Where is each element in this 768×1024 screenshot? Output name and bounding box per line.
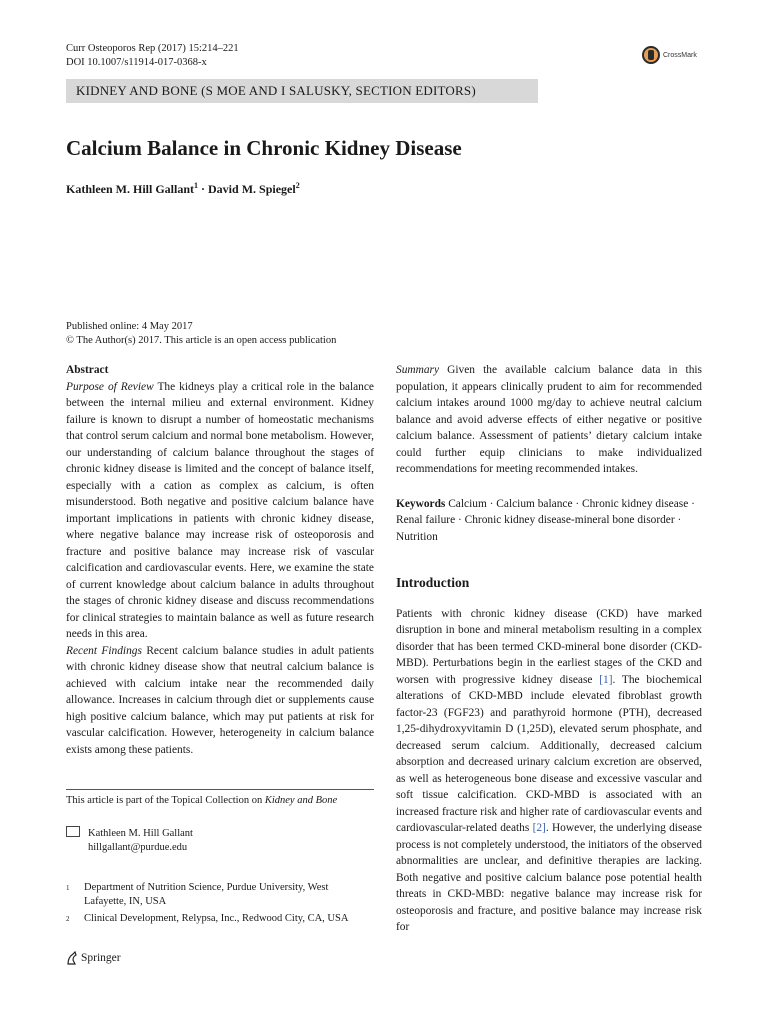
crossmark-badge[interactable] [642, 44, 706, 66]
correspondence-email[interactable]: hillgallant@purdue.edu [88, 842, 188, 853]
section-title: KIDNEY AND BONE (S MOE AND I SALUSKY, SECTION EDITORS) [76, 83, 476, 98]
abstract-purpose [66, 379, 374, 643]
keywords [396, 496, 702, 546]
footnote-divider [66, 789, 374, 790]
purpose-text: The kidneys play a critical role in the balance between the internal milieu and external environment. Kidney failure is known to disrupt a number of homeostatic mechanisms that control serum calcium and normal bone metabolism. However, our understanding of calcium balance throughout the stages of chronic kidney disease is limited and the concept of balance itself, especially with a cation as complex as calcium, is often misunderstood. Both negative and positive calcium balance have important implications in patients with chronic kidney disease, where negative balance may increase risk of osteoporosis and fracture and positive balance may increase risk of vascular calcification and cardiovascular events. Here, we examine the state of current knowledge about calcium balance in adults throughout the stages of chronic kidney disease and discuss recommendations for clinical strategies to maintain balance as well as future research needs in this area. [66, 380, 374, 640]
abstract-findings [66, 643, 374, 759]
author-2-affil: 2 [295, 181, 300, 190]
affiliation-2 [66, 912, 348, 926]
crossmark-label: CrossMark [663, 51, 697, 59]
copyright-notice: © The Author(s) 2017. This article is an open access publication [66, 335, 337, 346]
findings-text: Recent calcium balance studies in adult patients with chronic kidney disease show that neutral calcium balance is achieved with calcium intake near the recommended daily allowance. Increases in calcium through diet or supplements cause high positive calcium balance, which may put patients at risk for vascular calcification. However, heterogeneity in calcium balance exists among these patients. [66, 644, 374, 756]
introduction-paragraph [396, 606, 702, 936]
publication-info [66, 320, 336, 348]
right-column [396, 362, 702, 936]
doi[interactable]: DOI 10.1007/s11914-017-0368-x [66, 57, 207, 68]
author-list [66, 181, 300, 197]
publisher-logo [66, 951, 121, 965]
affiliation-1 [66, 881, 328, 909]
affiliation-line: Lafayette, IN, USA [84, 896, 167, 907]
author-2[interactable]: David M. Spiegel [208, 182, 296, 196]
article-title: Calcium Balance in Chronic Kidney Disease [66, 136, 462, 160]
author-1-affil: 1 [194, 181, 198, 190]
findings-label: Recent Findings [66, 644, 142, 657]
citation-link[interactable]: [1] [599, 673, 613, 686]
citation-link[interactable]: [2] [532, 822, 546, 834]
abstract-heading: Abstract [66, 364, 109, 376]
correspondence [66, 826, 193, 855]
envelope-icon [66, 826, 80, 837]
left-column [66, 362, 374, 758]
journal-citation [66, 42, 239, 70]
author-1[interactable]: Kathleen M. Hill Gallant [66, 182, 194, 196]
introduction-heading: Introduction [396, 575, 470, 590]
journal-reference: Curr Osteoporos Rep (2017) 15:214–221 [66, 43, 239, 54]
intro-text: Patients with chronic kidney disease (CKD) have marked disruption in bone and mineral metabolism resulting in a complex disorder that has been termed CKD-mineral bone disorder (CKD-MBD). Perturbations begin in the earliest stages of the CKD and worsen with progressive kidney disease [396, 607, 702, 686]
topical-collection-note [66, 795, 337, 806]
intro-text: . However, the underlying disease process is not completely understood, the initiators of the observed abnormalities are unclear, and definitive therapies are lacking. Both negative and positive calcium balance pose potential health threats in CKD-MBD: negative balance may increase risk for osteoporosis and fracture, and positive balance may increase risk for [396, 822, 702, 933]
abstract-summary [396, 362, 702, 478]
author-separator: · [198, 182, 209, 196]
affiliation-number: 2 [66, 915, 70, 923]
publisher-name: Springer [81, 952, 121, 964]
correspondence-name: Kathleen M. Hill Gallant [88, 828, 193, 839]
keywords-label: Keywords [396, 497, 446, 510]
keywords-text: Calcium · Calcium balance · Chronic kidney disease · Renal failure · Chronic kidney disease-mineral bone disorder · Nutrition [396, 497, 695, 543]
affiliation-line: Clinical Development, Relypsa, Inc., Redwood City, CA, USA [84, 913, 349, 924]
purpose-label: Purpose of Review [66, 380, 154, 393]
topical-note-text: This article is part of the Topical Collection on [66, 795, 265, 806]
crossmark-icon [642, 46, 660, 64]
summary-label: Summary [396, 364, 440, 376]
published-date: Published online: 4 May 2017 [66, 321, 193, 332]
affiliation-number: 1 [66, 884, 70, 892]
section-banner [66, 79, 538, 103]
topical-note-collection: Kidney and Bone [264, 795, 338, 806]
affiliation-line: Department of Nutrition Science, Purdue University, West [84, 882, 329, 893]
summary-text: Given the available calcium balance data in this population, it appears clinically prudent to aim for recommended calcium intakes around 1000 mg/day to achieve neutral calcium balance and avoid adverse effects of either negative or positive calcium balance. Assessment of patients’ dietary calcium intake could further equip clinicians to make individualized recommendations for meeting recommended intakes. [396, 364, 702, 475]
intro-text: . The biochemical alterations of CKD-MBD include elevated fibroblast growth factor-23 (FGF23) and parathyroid hormone (PTH), decreased 1,25-dihydroxyvitamin D (1,25D), elevated serum phosphate, and decreased serum calcium. Additionally, decreased calcium absorption and decreased urinary calcium excretion are observed, as well as heterogeneous bone disease and excessive vascular and soft tissue calcification. CKD-MBD is associated with an increased fracture risk and higher rate of cardiovascular events and cardiovascular-related deaths [396, 673, 702, 834]
springer-horse-icon [66, 951, 78, 965]
